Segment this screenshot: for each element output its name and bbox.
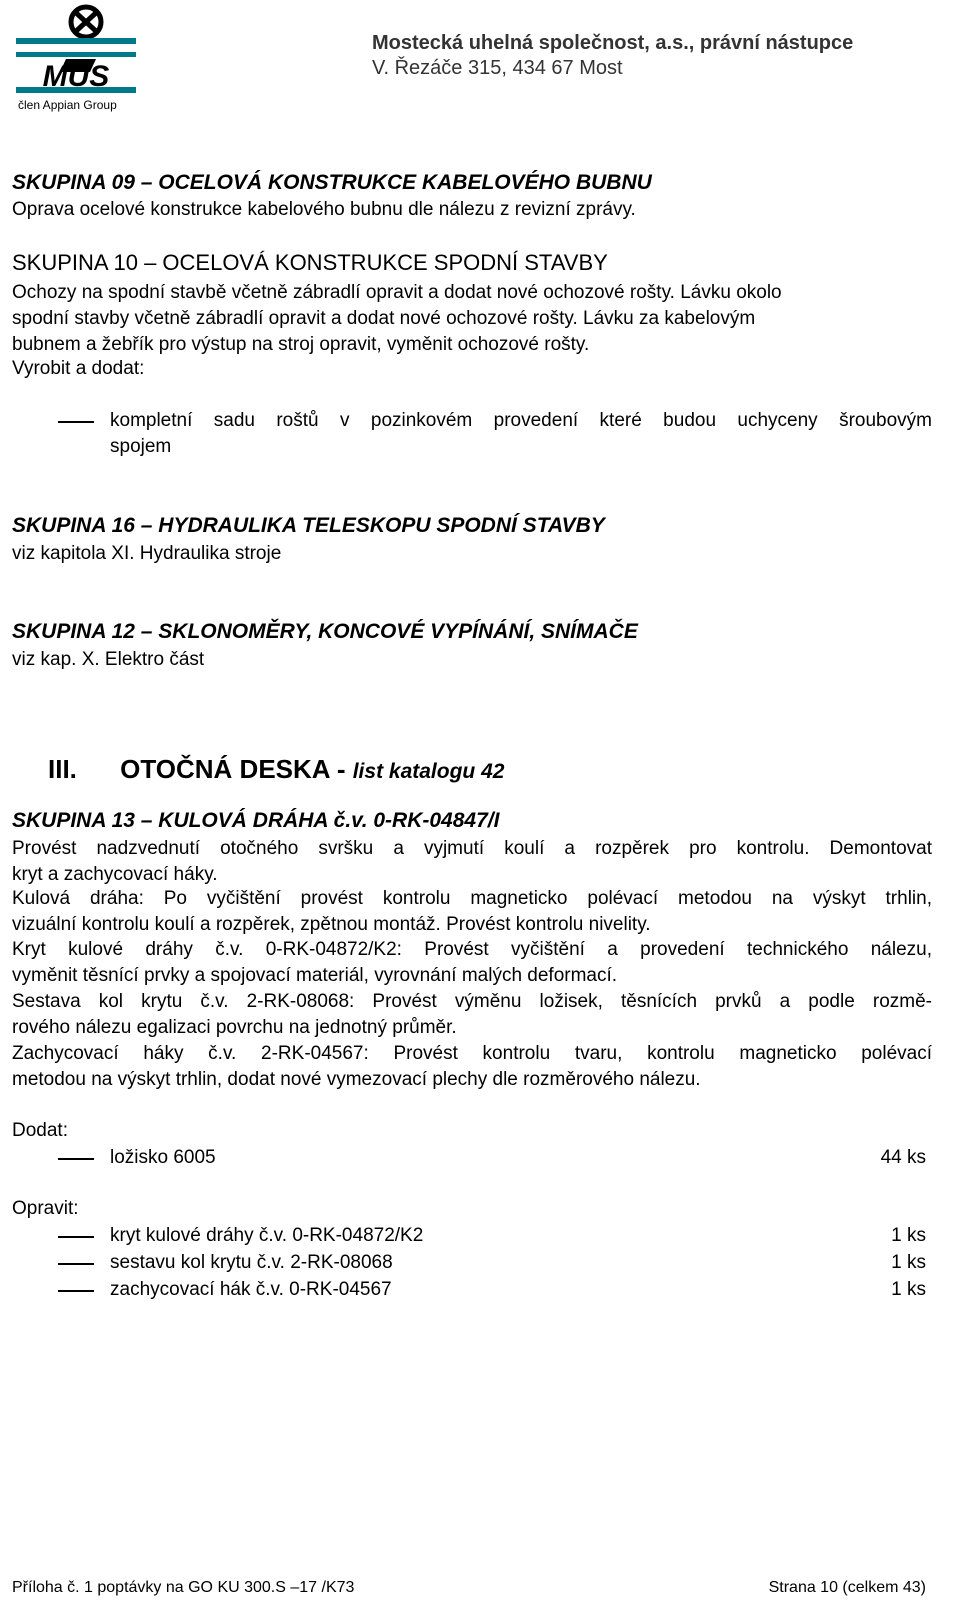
make-item-1: kompletní sadu roštů v pozinkovém provedení které budou uchyceny šroubovým bbox=[110, 410, 932, 431]
company-address: V. Řezáče 315, 434 67 Most bbox=[372, 57, 623, 79]
group-13-line: Zachycovací háky č.v. 2-RK-04567: Provést kontrolu tvaru, kontrolu magneticko polévací bbox=[12, 1043, 932, 1064]
hammer-pick-emblem bbox=[71, 7, 101, 37]
list-dash bbox=[58, 1236, 94, 1238]
group-13-line: Sestava kol krytu č.v. 2-RK-08068: Provést výměnu ložisek, těsnících prvků a podle rozmě- bbox=[12, 991, 932, 1012]
group-10-line-2: spodní stavby včetně zábradlí opravit a dodat nové ochozové rošty. Lávku za kabelovým bbox=[12, 308, 756, 329]
make-supply-label: Vyrobit a dodat: bbox=[12, 358, 145, 379]
repair-item-name: zachycovací hák č.v. 0-RK-04567 bbox=[110, 1279, 392, 1300]
repair-item-qty: 1 ks bbox=[891, 1225, 926, 1246]
group-09-text: Oprava ocelové konstrukce kabelového bubnu dle nálezu z revizní zprávy. bbox=[12, 199, 636, 220]
group-16-text: viz kapitola XI. Hydraulika stroje bbox=[12, 543, 282, 564]
footer-page-number: Strana 10 (celkem 43) bbox=[768, 1579, 926, 1596]
group-13-line: vizuální kontrolu koulí a rozpěrek, zpětnou montáž. Provést kontrolu nivelity. bbox=[12, 914, 651, 935]
group-13-line: Kulová dráha: Po vyčištění provést kontrolu magneticko polévací metodou na výskyt trhlin, bbox=[12, 888, 932, 909]
group-13-line: rového nálezu egalizaci povrchu na jednotný průměr. bbox=[12, 1017, 457, 1038]
repair-item-name: sestavu kol krytu č.v. 2-RK-08068 bbox=[110, 1252, 393, 1273]
group-13-title: SKUPINA 13 – KULOVÁ DRÁHA č.v. 0-RK-04847/I bbox=[12, 809, 500, 832]
repair-label: Opravit: bbox=[12, 1198, 79, 1219]
section-iii-heading bbox=[48, 754, 504, 785]
group-12-text: viz kap. X. Elektro část bbox=[12, 649, 205, 670]
group-09-title: SKUPINA 09 – OCELOVÁ KONSTRUKCE KABELOVÉHO BUBNU bbox=[12, 171, 652, 194]
repair-item-qty: 1 ks bbox=[891, 1279, 926, 1300]
company-name: Mostecká uhelná společnost, a.s., právní nástupce bbox=[372, 32, 854, 54]
make-item-1-cont: spojem bbox=[110, 436, 172, 457]
section-subtitle: list katalogu 42 bbox=[352, 760, 505, 783]
group-13-line: vyměnit těsnící prvky a spojovací materiál, vyrovnání malých deformací. bbox=[12, 965, 618, 986]
group-10-line-3: bubnem a žebřík pro výstup na stroj opravit, vyměnit ochozové rošty. bbox=[12, 334, 590, 355]
supply-item-name: ložisko 6005 bbox=[110, 1147, 216, 1168]
list-dash bbox=[58, 1263, 94, 1265]
section-title: OTOČNÁ DESKA - bbox=[120, 754, 353, 784]
list-dash bbox=[58, 421, 94, 423]
group-10-line-1: Ochozy na spodní stavbě včetně zábradlí opravit a dodat nové ochozové rošty. Lávku okolo bbox=[12, 282, 782, 303]
logo-text: MUS bbox=[42, 60, 110, 93]
supply-label: Dodat: bbox=[12, 1120, 68, 1141]
supply-item-qty: 44 ks bbox=[880, 1147, 926, 1168]
logo-subtitle: člen Appian Group bbox=[18, 98, 117, 112]
group-16-title: SKUPINA 16 – HYDRAULIKA TELESKOPU SPODNÍ STAVBY bbox=[12, 514, 605, 537]
list-dash bbox=[58, 1158, 94, 1160]
list-dash bbox=[58, 1290, 94, 1292]
company-logo bbox=[14, 2, 138, 114]
group-13-line: kryt a zachycovací háky. bbox=[12, 864, 218, 885]
group-12-title: SKUPINA 12 – SKLONOMĚRY, KONCOVÉ VYPÍNÁNÍ, SNÍMAČE bbox=[12, 620, 638, 643]
group-13-line: metodou na výskyt trhlin, dodat nové vymezovací plechy dle rozměrového nálezu. bbox=[12, 1069, 701, 1090]
group-10-title: SKUPINA 10 – OCELOVÁ KONSTRUKCE SPODNÍ STAVBY bbox=[12, 250, 608, 275]
footer-left: Příloha č. 1 poptávky na GO KU 300.S –17 /K73 bbox=[12, 1579, 355, 1596]
repair-item-name: kryt kulové dráhy č.v. 0-RK-04872/K2 bbox=[110, 1225, 424, 1246]
group-13-line: Provést nadzvednutí otočného svršku a vyjmutí koulí a rozpěrek pro kontrolu. Demontovat bbox=[12, 838, 932, 859]
group-13-line: Kryt kulové dráhy č.v. 0-RK-04872/K2: Provést vyčištění a provedení technického nálezu, bbox=[12, 939, 932, 960]
section-number: III. bbox=[48, 754, 77, 784]
repair-item-qty: 1 ks bbox=[891, 1252, 926, 1273]
